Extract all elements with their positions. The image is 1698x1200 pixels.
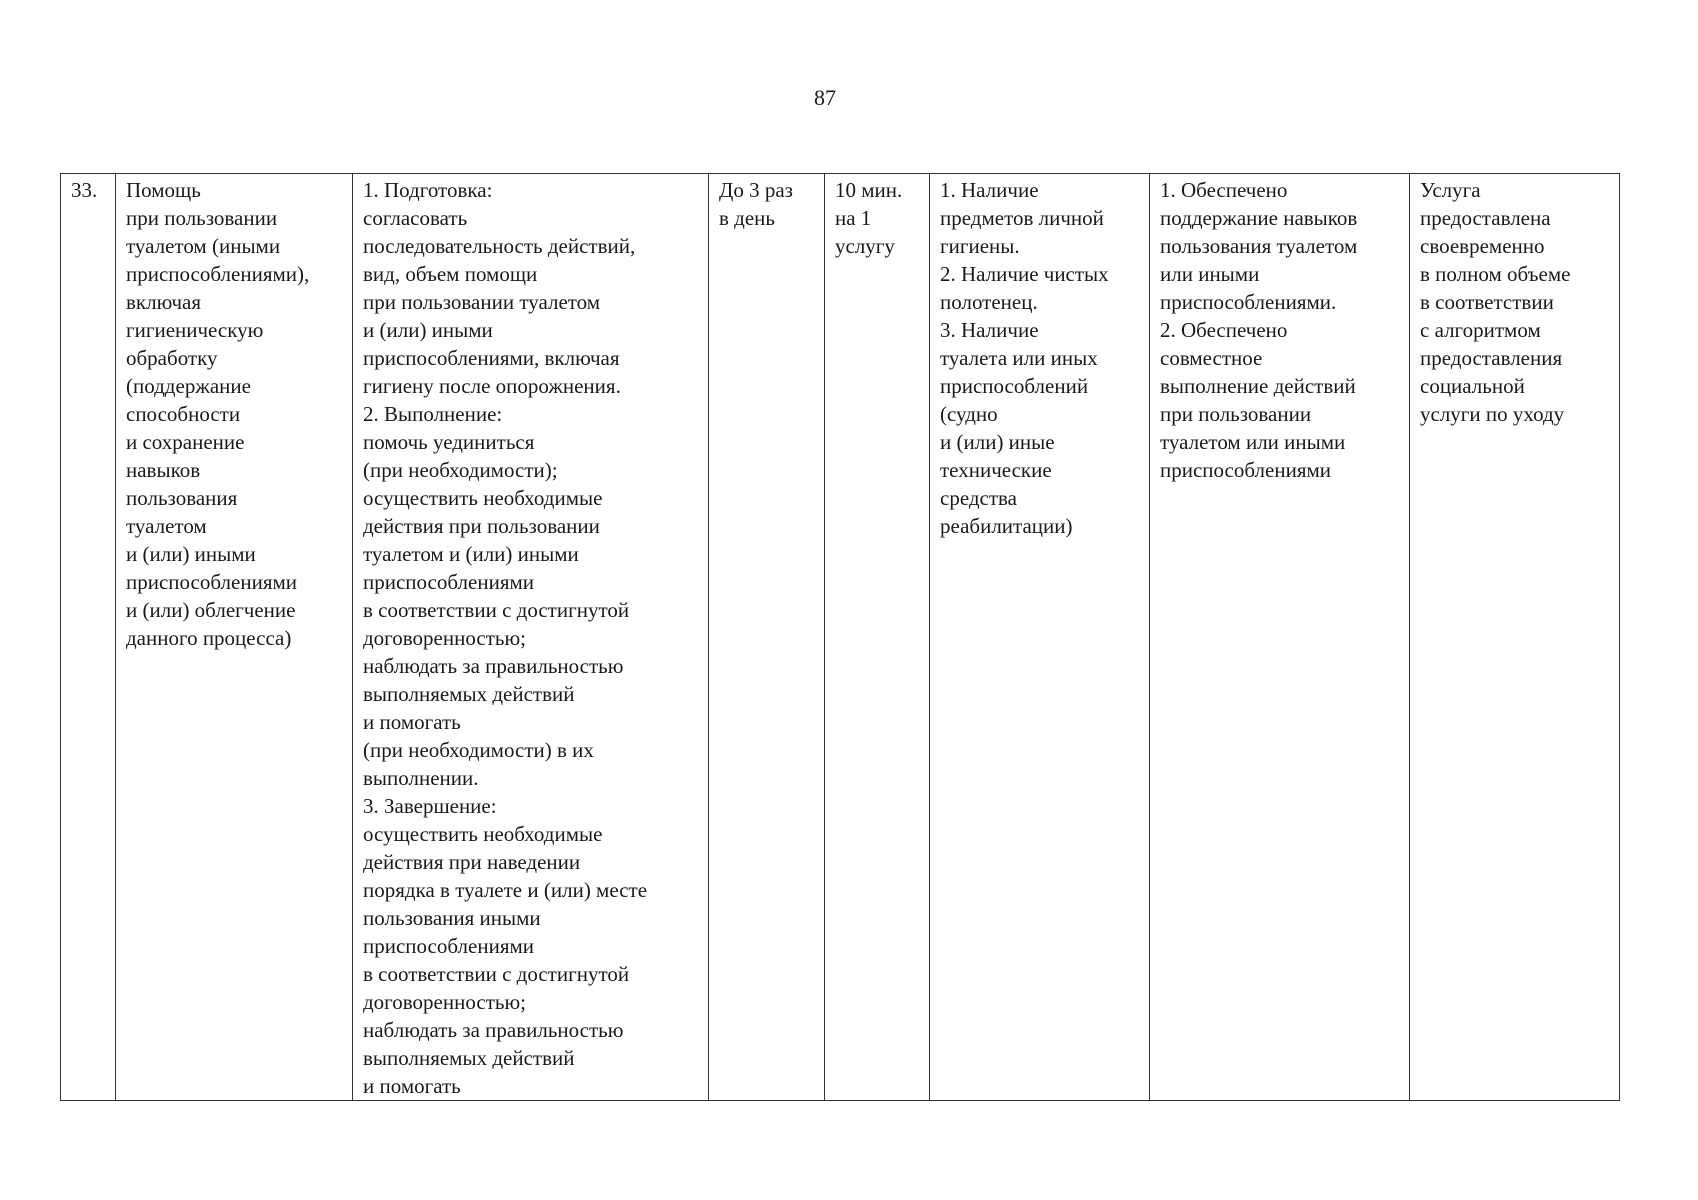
table-row (61, 174, 1620, 1101)
row-number-cell: 33. (61, 174, 116, 1101)
service-standard-table (60, 173, 1620, 1101)
frequency-cell: До 3 раз в день (709, 174, 825, 1101)
result-cell: 1. Обеспечено поддержание навыков пользования туалетом или иными приспособлениями. 2. Обеспечено совместное выполнение действий при пользовании туалетом или иными приспособлениями (1150, 174, 1410, 1101)
quality-cell: Услуга предоставлена своевременно в полном объеме в соответствии с алгоритмом предоставления социальной услуги по уходу (1410, 174, 1620, 1101)
service-name-cell: Помощь при пользовании туалетом (иными приспособлениями), включая гигиеническую обработку (поддержание способности и сохранение навыков пользования туалетом и (или) иными приспособлениями и (или) облегчение данного процесса) (116, 174, 353, 1101)
time-norm-cell: 10 мин. на 1 услугу (825, 174, 930, 1101)
page-number: 87 (814, 85, 836, 110)
conditions-cell: 1. Наличие предметов личной гигиены. 2. Наличие чистых полотенец. 3. Наличие туалета или иных приспособлений (судно и (или) иные технические средства реабилитации) (930, 174, 1150, 1101)
service-content-cell: 1. Подготовка: согласовать последовательность действий, вид, объем помощи при пользовании туалетом и (или) иными приспособлениями, включая гигиену после опорожнения. 2. Выполнение: помочь уединиться (при необходимости); осуществить необходимые действия при пользовании туалетом и (или) иными приспособлениями в соответствии с достигнутой договоренностью; наблюдать за правильностью выполняемых действий и помогать (при необходимости) в их выполнении. 3. Завершение: осуществить необходимые действия при наведении порядка в туалете и (или) месте пользования иными приспособлениями в соответствии с достигнутой договоренностью; наблюдать за правильностью выполняемых действий и помогать (353, 174, 709, 1101)
